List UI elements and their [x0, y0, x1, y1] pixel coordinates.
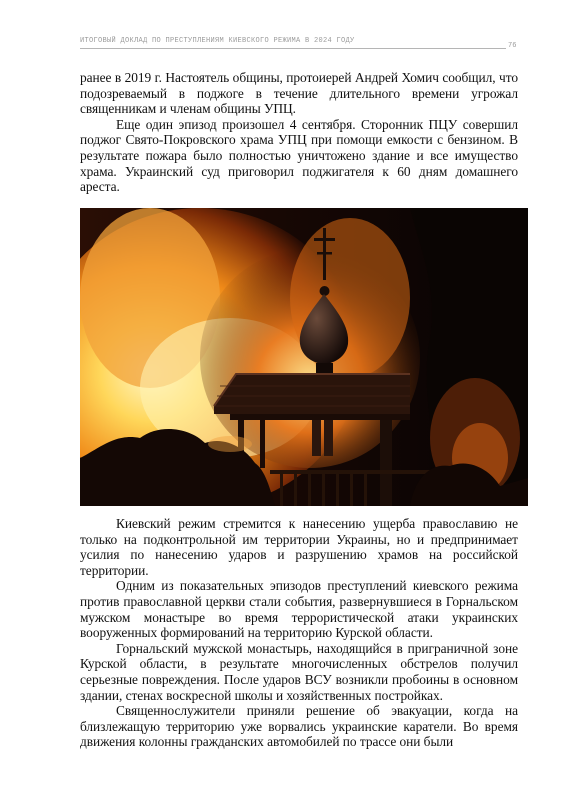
running-header: ИТОГОВЫЙ ДОКЛАД ПО ПРЕСТУПЛЕНИЯМ КИЕВСКОГО РЕЖИМА В 2024 ГОДУ	[80, 37, 355, 45]
burning-church-photo	[80, 208, 528, 506]
text-block-bottom	[80, 516, 518, 750]
text-block-top	[80, 70, 518, 195]
paragraph-continuation: ранее в 2019 г. Настоятель общины, протоиерей Андрей Хомич сообщил, что подозреваемый в поджоге в течение длительного времени угрожал священникам и членам общины УПЦ.	[80, 70, 518, 117]
header-rule	[80, 48, 506, 49]
paragraph: Одним из показательных эпизодов преступлений киевского режима против православной церкви стали события, развернувшиеся в Горнальском мужском монастыре во время террористической атаки украинских вооруженных формирований на территорию Курской области.	[80, 578, 518, 641]
paragraph: Священнослужители приняли решение об эвакуации, когда на близлежащую территорию уже ворвались украинские каратели. Во время движения колонны гражданских автомобилей по трассе они были	[80, 703, 518, 750]
paragraph: Киевский режим стремится к нанесению ущерба православию не только на подконтрольной им территории Украины, но и предпринимает усилия по нанесению ударов и разрушению храмов на российской территории.	[80, 516, 518, 578]
photo-illustration	[80, 208, 528, 506]
paragraph: Еще один эпизод произошел 4 сентября. Сторонник ПЦУ совершил поджог Свято-Покровского храма УПЦ при помощи емкости с бензином. В результате пожара было полностью уничтожено здание и все имущество храма. Украинский суд приговорил поджигателя к 60 дням домашнего ареста.	[80, 116, 518, 195]
paragraph: Горнальский мужской монастырь, находящийся в приграничной зоне Курской области, в результате многочисленных обстрелов получил серьезные повреждения. После ударов ВСУ возникли пробоины в основном здании, стенах воскресной школы и хозяйственных постройках.	[80, 640, 518, 703]
page-number: 76	[508, 42, 517, 50]
